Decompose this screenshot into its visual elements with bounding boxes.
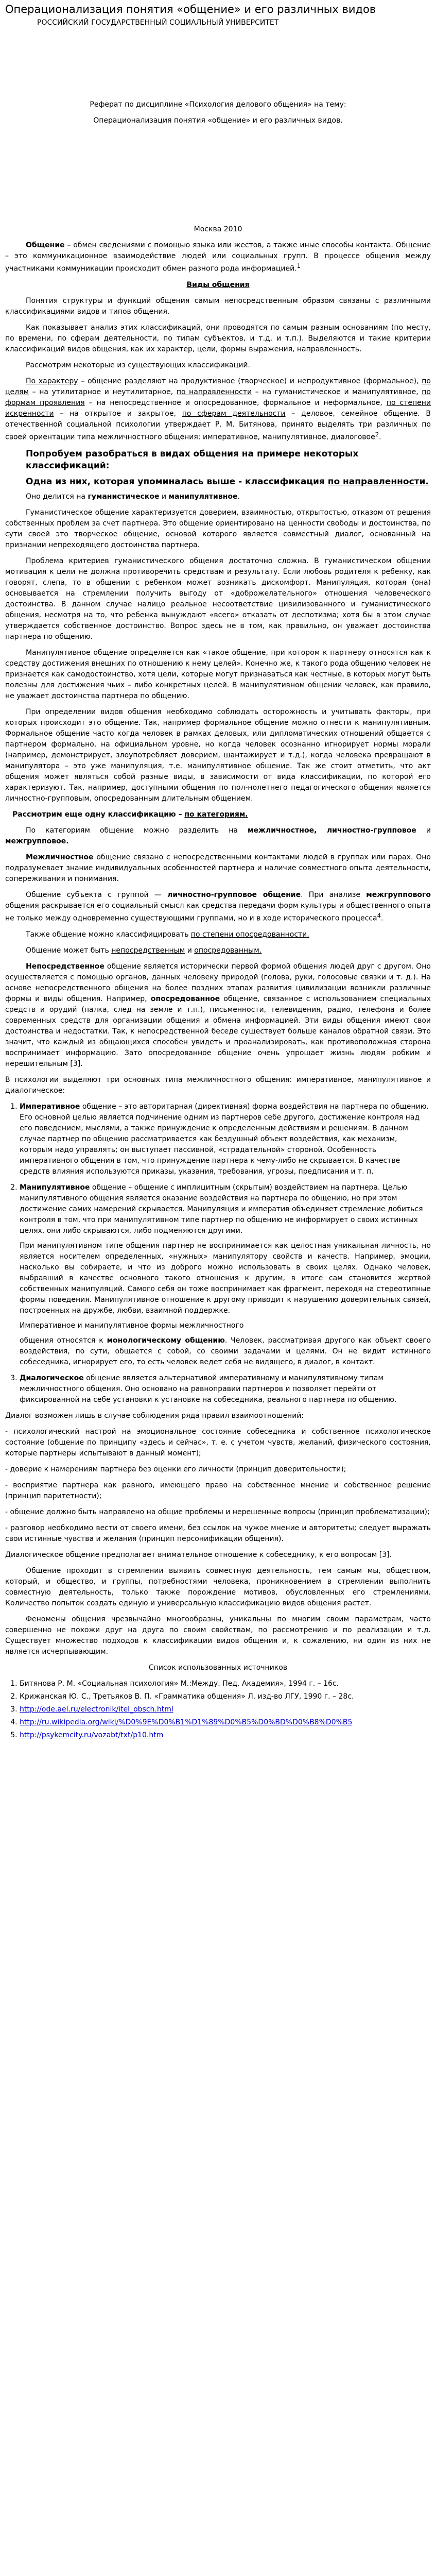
paragraph: Императивное и манипулятивное формы межличностного: [20, 1321, 244, 1330]
section-heading: Попробуем разобраться в видах общения на примере некоторых классификаций:: [26, 448, 359, 471]
paragraph: Общение проходит в стремлении выявить совместную деятельность, тем самым мы, обществом, который, и общество, и группы, потребностями человека, проникновением в стремлении выполнить совместную деятельность, только также порождение мотивов, обусловленных его стремлениями. Количество попыток создать единую и универсальную классификацию видов общения растет.: [5, 1567, 431, 1608]
paragraph: Также общение можно классифицировать по степени опосредованности.: [26, 930, 309, 939]
paragraph: Непосредственное общение является исторически первой формой общения людей друг с другом. Оно осуществляется с помощью органов, данных человеку природой (голова, руки, голосовые связки и т. д.). На основе непосредственного общения на более поздних этапах развития цивилизации возникли различные формы и виды общения. Например, опосредованное общение, связанное с использованием специальных средств и орудий (палка, след на земле и т.п.), письменности, телевидения, радио, телефона и более современных средств для организации общения и обмена информацией. Эти виды общения имеют свои достоинства и недостатки. Так, к непосредственной беседе существует больше каналов обратной связи. Это значит, что каждый из общающихся способен увидеть и проанализировать, как противоположная сторона воспринимает информацию. Зато опосредованное общение очень упрощает жизнь людям робким и нерешительным [3].: [5, 962, 431, 1069]
university-name: РОССИЙСКИЙ ГОСУДАРСТВЕННЫЙ СОЦИАЛЬНЫЙ УНИВЕРСИТЕТ: [37, 19, 279, 27]
paragraph: При определении видов общения необходимо соблюдать осторожность и учитывать факторы, при которых происходит это общение. Так, например формальное общение можно отнести к манипулятивным. Формальное общение часто когда человек в рамках деловых, или дипломатических отношений общается с партнером формально, на официальном уровне, но когда человек осознанно игнорирует нормы морали (например, демонстрирует, злоупотребляет доверием, шантажирует и т.д.), когда человека превращают в манипулятора – это уже манипуляция, т.е. манипулятивное общение. Так же стоит отметить, что акт общения может являться собой разные виды, в зависимости от вида классификации, по которой его характеризуют. Так, например, доступными общения по пол-нолетнего педагогического общения является личностно-групповым, опосредованным длительным общением.: [5, 708, 431, 803]
paragraph: Проблема критериев гуманистического общения достаточно сложна. В гуманистическом общении мотивация к цели не должна противоречить средствам и результату. Если любовь родителя к ребенку, как говорят, слепа, то в общении с ребенком может возникать дискомфорт. Манипуляция, которая (она) основывается на стремлении получить выгоду от «доброжелательного» отношения человеческого достоинства. В данном случае налицо реальное несоответствие цивилизованного и гуманистического общения, несмотря на то, что ребенка вынуждают «всего» отказать от деспотизма; хотя бы в этом случае утверждается собственное достоинство. Вопрос здесь не в том, как правильно, он уважает достоинства партнера по общению.: [5, 557, 431, 641]
list-item: 2. Манипулятивное общение – общение с имплицитным (скрытым) воздействием на партнера. Целью манипулятивного общения является оказание воздействия на партнера по общению, но при этом достижение самих намерений скрывается. Манипуляция и императив объединяет стремление добиться контроля в том, что при манипулятивном типе партнер по общению не информирует о своих истинных целях, они либо скрываются, либо подменяются другими. При манипулятивном типе общения партнер не воспринимается как целостная уникальная личность, но является носителем определенных, «нужных» манипулятору свойств и качеств. Например, эмоции, насколько вы собираете, и что из доброго можно использовать в своих целях. Однако человек, выбравший в качестве основного такого отношения к другим, в итоге сам становится жертвой собственных манипуляций. Самого себя он тоже воспринимает как фрагмент, переходя на стереотипные формы поведения. Манипулятивное отношение к другому приводит к нарушению доверительных связей, построенных на дружбе, любви, взаимной поддержке. Императивное и манипулятивное формы межличностного общения относятся к монологическому общению. Человек, рассматривая другого как объект своего воздействия, по сути, общается с собой, со своими задачами и целями. Он не видит истинного собеседника, игнорирует его, то есть человек ведет себя не видящего, в диалог, в контакт.: [20, 1182, 431, 1368]
paragraph: Феномены общения чрезвычайно многообразны, уникальны по многим своим параметрам, часто совершенно не похожи друг на друга по своим свойствам, по рассмотрению и по реализации и т.д. Существует множество подходов к классификации видов общения и, к сожалению, ни один из них не является исчерпывающим.: [5, 1615, 431, 1656]
paragraph: По характеру – общение разделяют на продуктивное (творческое) и непродуктивное (формальное), по целям – на утилитарное и неутилитарное, по направленности – на гуманистическое и манипулятивное, по формам проявления – на непосредственное и опосредованное, формальное и неформальное, по степени искренности – на открытое и закрытое, по сферам деятельности – деловое, семейное общение. В отечественной социальной психологии утверждает Р. М. Битянова, принято выделять три различных по своей ориентации типа межличностного общения: императивное, манипулятивное, диалоговое$^2$.: [5, 377, 431, 442]
paragraph: Общение субъекта с группой — личностно-групповое общение. При анализе межгруппового общения раскрывается его социальный смысл как средства передачи форм культуры и общественного опыта не только между одновременно существующими группами, но и в ходе исторического процесса$^4$.: [5, 891, 431, 923]
page-title: Операционализация понятия «общение» и его различных видов: [5, 3, 376, 15]
paragraph: Как показывает анализ этих классификаций, они проводятся по самым разным основаниям (по месту, по времени, по сферам деятельности, по типам субъектов, и т.д. и т.п.). Выделяются и такие критерии классификаций видов общения, как их характер, цели, формы выражения, направленность.: [5, 324, 431, 353]
paragraph: Оно делится на гуманистическое и манипулятивное.: [26, 493, 240, 501]
paragraph: Рассмотрим некоторые из существующих классификаций.: [26, 361, 250, 369]
footnote-ref[interactable]: 2: [375, 431, 379, 438]
literature-item: [20, 1730, 431, 1741]
paragraph: Межличностное общение связано с непосредственными контактами людей в группах или парах. Оно подразумевает знание индивидуальных особенностей партнера и наличие совместного опыта деятельности, сопереживания и понимания.: [5, 853, 431, 884]
paragraph: Диалогическое общение предполагает внимательное отношение к собеседнику, к его вопросам [3].: [5, 1551, 392, 1560]
paragraph: общения относятся к монологическому общению. Человек, рассматривая другого как объект своего воздействия, по сути, общается с собой, со своими задачами и целями. Он не видит истинного собеседника, игнорирует его, то есть человек ведет себя не видящего, в диалог, в контакт.: [20, 1336, 431, 1367]
literature-list: [5, 1679, 431, 1741]
term: Общение: [26, 241, 65, 250]
paragraph: При манипулятивном типе общения партнер не воспринимается как целостная уникальная личность, но является носителем определенных, «нужных» манипулятору свойств и качеств. Например, эмоции, насколько вы собираете, и что из доброго можно использовать в своих целях. Однако человек, выбравший в качестве основного такого отношения к другим, в итоге сам становится жертвой собственных манипуляций. Самого себя он тоже воспринимает как фрагмент, переходя на стереотипные формы поведения. Манипулятивное отношение к другому приводит к нарушению доверительных связей, построенных на дружбе, любви, взаимной поддержке.: [20, 1242, 431, 1315]
literature-link[interactable]: http://psykemcity.ru/vozabt/txt/p10.htm: [20, 1731, 164, 1740]
paragraph: Понятия структуры и функций общения самым непосредственным образом связаны с различными классификациями видов и типов общения.: [5, 297, 431, 316]
city-year: Москва 2010: [194, 225, 242, 234]
list-item: 1. Императивное общение – это авторитарная (директивная) форма воздействия на партнера по общению. Его основной целью является подчинение одним из партнеров себе другого, достижение контроля над его поведением, мыслями, а также принуждение к определенным действиям и решениям. В данном случае партнер по общению рассматривается как бездушный объект воздействия, как механизм, которым надо управлять; он выступает пассивной, «страдательной» стороной. Особенность императивного общения в том, что принуждение партнера к чему-либо не скрывается. В качестве средств влияния используются приказы, указания, требования, угрозы, предписания и т. п.: [20, 1101, 431, 1177]
paragraph: Манипулятивное общение определяется как «такое общение, при котором к партнеру относятся как к средству достижения внешних по отношению к нему целей». Конечно же, к такого рода общению человек не признается как самодостоинство, хотя цели, которые могут признаваться как честные, в которых могут быть полезны для достижения чьих – либо конкретных целей. В манипулятивном общении человек, как правило, не уважает достоинства партнера по общению.: [5, 649, 431, 701]
text: – обмен сведениями с помощью языка или жестов, а также иные способы контакта. Общение – это коммуникационное взаимодействие людей или социальных групп. В процессе общения между участниками коммуникации происходит обмен разного рода информацией.: [5, 241, 431, 273]
paragraph: Общение может быть непосредственным и опосредованным.: [26, 946, 262, 955]
list-item: 3. Диалогическое общение является альтернативой императивному и манипулятивному типам межличностного общения. Оно основано на равноправии партнеров и позволяет перейти от фиксированной на себе установки к установке на собеседника, реального партнера по общению.: [20, 1373, 431, 1405]
paragraph: В психологии выделяют три основных типа межличностного общения: императивное, манипулятивное и диалогическое:: [5, 1076, 431, 1095]
types-list: [5, 1101, 431, 1405]
paragraph: Гуманистическое общение характеризуется доверием, взаимностью, открытостью, отказом от решения собственных проблем за счет партнера. Это общение ориентировано на ценности свободы и достоинства, по сути своей это творческое общение, основой которого является совместный диалог, основанный на признании непреходящего достоинства партнера.: [5, 509, 431, 550]
dialog-rule: - доверие к намерениям партнера без оценки его личности (принцип доверительности);: [5, 1465, 346, 1474]
topic-line: Операционализация понятия «общение» и его различных видов.: [93, 116, 343, 125]
underlined-term: По характеру: [26, 377, 78, 385]
literature-heading: Список использованных источников: [148, 1664, 288, 1672]
section-heading: Рассмотрим еще одну классификацию – по категориям.: [12, 810, 248, 819]
dialog-rule: - психологический настрой на эмоциональное состояние собеседника и собственное психологическое состояние (общение по принципу «здесь и сейчас», т. е. с учетом чувств, желаний, физического состояния, которые партнеры испытывают в данный момент);: [5, 1428, 431, 1458]
paragraph: По категориям общение можно разделить на межличностное, личностно-групповое и межгрупповое.: [5, 826, 431, 846]
section-heading: Виды общения: [186, 281, 250, 289]
referat-line: Реферат по дисциплине «Психология делового общения» на тему:: [90, 100, 346, 109]
literature-item: [20, 1717, 431, 1728]
literature-item: 2. Крижанская Ю. С., Третьяков В. П. «Грамматика общения» Л. изд-во ЛГУ, 1990 г. – 28с.: [20, 1691, 431, 1702]
literature-item: [20, 1704, 431, 1715]
footnote-ref[interactable]: 1: [297, 262, 301, 270]
footnote-ref[interactable]: 4: [377, 912, 381, 920]
section-heading: Одна из них, которая упоминалась выше - классификация по направленности.: [26, 476, 429, 487]
spacer: [5, 131, 431, 224]
dialog-rule: - разговор необходимо вести от своего имени, без ссылок на чужое мнение и авторитеты; следует выражать свои истинные чувства и желания (принцип персонификации общения).: [5, 1524, 431, 1544]
dialog-rule: - общение должно быть направлено на общие проблемы и нерешенные вопросы (принцип проблематизации);: [5, 1508, 430, 1517]
spacer: [5, 28, 431, 99]
literature-link[interactable]: http://ode.ael.ru/electronik/itel_obsch.html: [20, 1705, 173, 1714]
dialog-rule: - восприятие партнера как равного, имеющего право на собственное мнение и собственное решение (принцип паритетности);: [5, 1481, 431, 1501]
paragraph: Диалог возможен лишь в случае соблюдения ряда правил взаимоотношений:: [5, 1412, 304, 1420]
paragraph: [5, 240, 431, 275]
literature-item: 1. Битянова Р. М. «Социальная психология» М.:Между. Пед. Академия», 1994 г. – 16с.: [20, 1679, 431, 1689]
literature-link[interactable]: http://ru.wikipedia.org/wiki/%D0%9E%D0%B1%D1%89%D0%B5%D0%BD%D0%B8%D0%B5: [20, 1718, 353, 1727]
